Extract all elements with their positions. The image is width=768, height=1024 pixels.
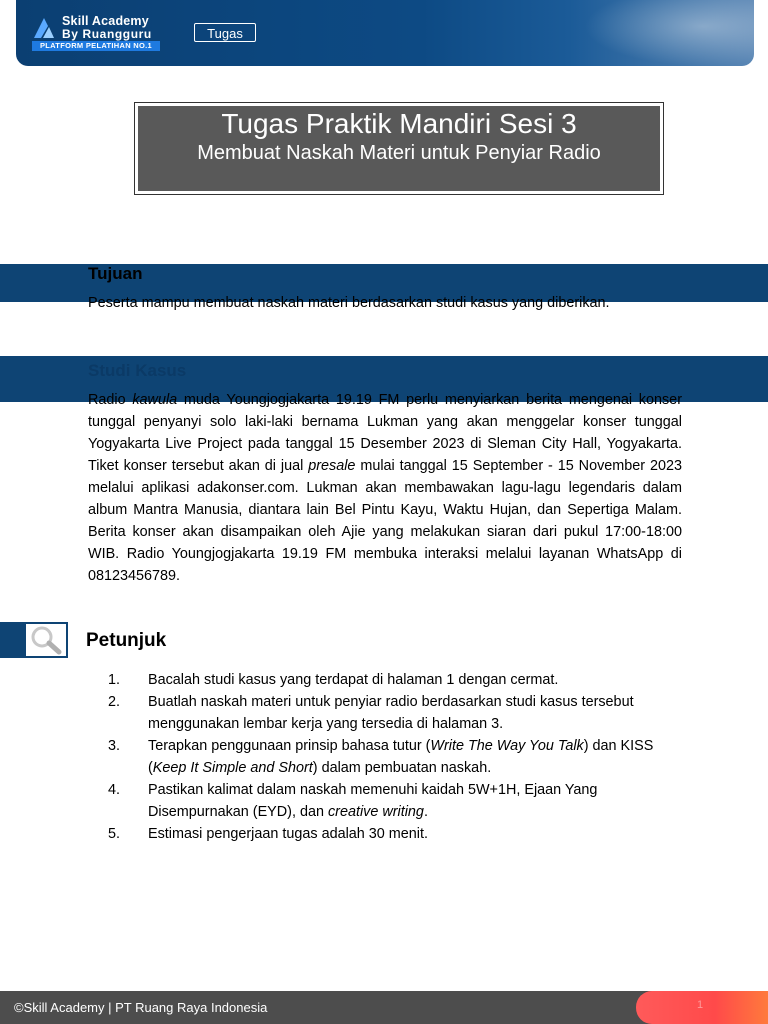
brand-mark-icon: [32, 16, 56, 40]
list-item: 3. Terapkan penggunaan prinsip bahasa tutur (Write The Way You Talk) dan KISS (Keep It Simple and Short) dalam pembuatan naskah.: [108, 738, 654, 776]
tujuan-text: Peserta mampu membuat naskah materi berdasarkan studi kasus yang diberikan.: [88, 295, 610, 311]
tab-tugas[interactable]: Tugas: [194, 23, 256, 42]
page-subtitle: Membuat Naskah Materi untuk Penyiar Radio: [197, 142, 601, 164]
header-decoration: [584, 0, 754, 66]
title-panel: [138, 106, 660, 191]
tujuan-heading: Tujuan: [88, 264, 143, 283]
list-item: 5. Estimasi pengerjaan tugas adalah 30 menit.: [108, 826, 428, 842]
studi-kasus-text: Radio kawula muda Youngjogjakarta 19.19 FM perlu menyiarkan berita mengenai konser tunggal penyanyi solo laki-laki bernama Lukman yang akan menggelar konser tunggal Yogyakarta Live Project pada tanggal 15 Desember 2023 di Sleman City Hall, Yogyakarta. Tiket konser tersebut akan di jual presale mulai tanggal 15 September - 15 November 2023 melalui aplikasi adakonser.com. Lukman akan membawakan lagu-lagu legendaris dalam album Mantra Manusia, diantara lain Bel Pintu Kayu, Waktu Hujan, dan Sepertiga Malam. Berita konser akan disampaikan oleh Ajie yang melakukan siaran dari pukul 17:00-18:00 WIB. Radio Youngjogjakarta 19.19 FM membuka interaksi melalui layanan WhatsApp di 08123456789.: [88, 392, 682, 584]
petunjuk-heading: Petunjuk: [86, 630, 167, 651]
petunjuk-icon-frame: [24, 622, 68, 658]
list-item: 2. Buatlah naskah materi untuk penyiar radio berdasarkan studi kasus tersebut menggunakan lembar kerja yang tersedia di halaman 3.: [108, 694, 634, 732]
page-number: 1: [697, 999, 704, 1011]
header-banner: [16, 0, 754, 66]
petunjuk-list: [108, 669, 688, 845]
brand-name: Skill Academy: [62, 14, 149, 28]
brand-tagline: PLATFORM PELATIHAN NO.1: [32, 41, 160, 51]
brand-subname: By Ruangguru: [62, 27, 152, 41]
petunjuk-section-bar: [0, 622, 24, 658]
list-item: 4. Pastikan kalimat dalam naskah memenuhi kaidah 5W+1H, Ejaan Yang Disempurnakan (EYD), dan creative writing.: [108, 782, 598, 820]
page-title: Tugas Praktik Mandiri Sesi 3: [221, 108, 577, 139]
list-item: 1. Bacalah studi kasus yang terdapat di halaman 1 dengan cermat.: [108, 672, 559, 688]
magnifier-icon: [26, 624, 66, 656]
studi-kasus-heading: Studi Kasus: [88, 361, 187, 380]
footer-copyright: ©Skill Academy | PT Ruang Raya Indonesia: [14, 1000, 268, 1015]
title-box: [134, 102, 664, 195]
